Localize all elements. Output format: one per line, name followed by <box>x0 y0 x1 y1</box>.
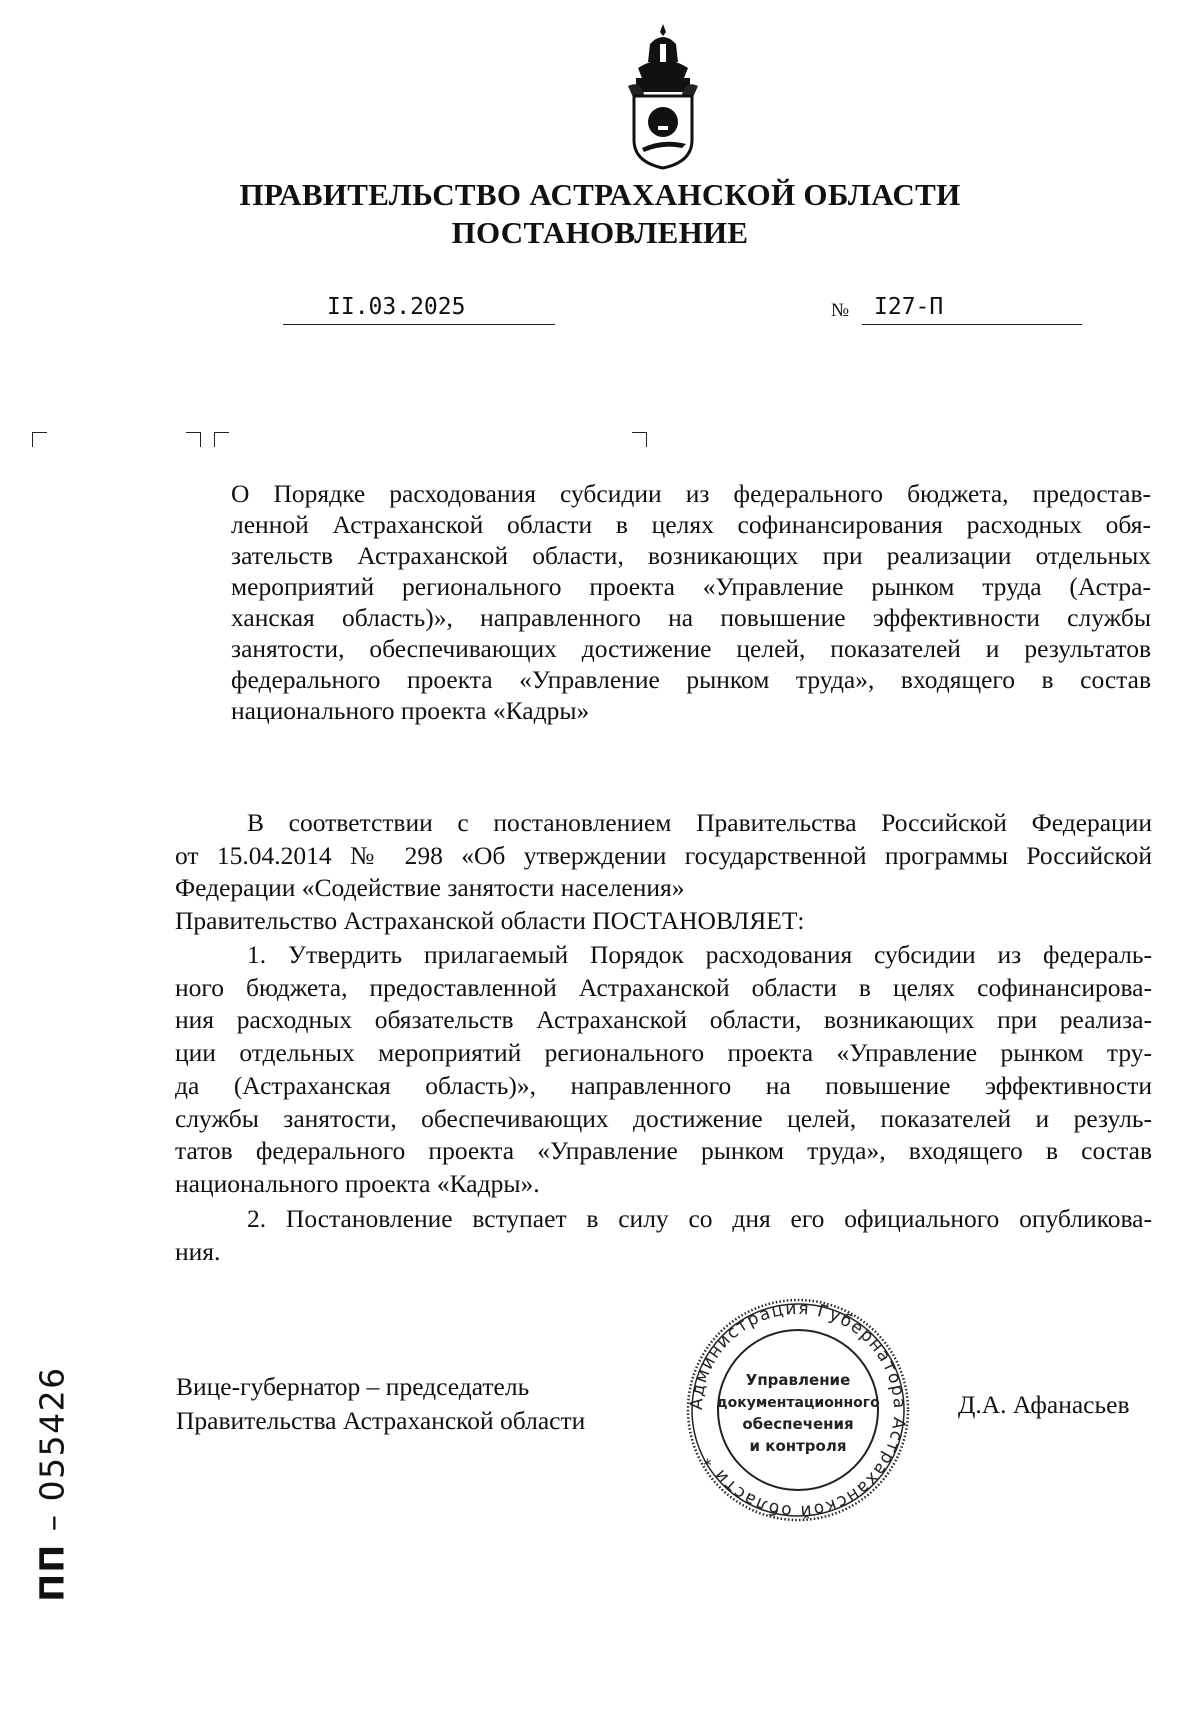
organization-title: ПРАВИТЕЛЬСТВО АСТРАХАНСКОЙ ОБЛАСТИ <box>239 177 961 212</box>
item-1-line: 1. Утвердить прилагаемый Порядок расходования субсидии из федераль- <box>247 940 1152 969</box>
preamble-line: от 15.04.2014 № 298 «Об утверждении государственной программы Российской <box>175 840 1152 870</box>
coat-of-arms-emblem <box>620 22 706 172</box>
stamp-outer-text: Администрация Губернатора Астраханской области * <box>686 1298 910 1522</box>
item-1-line: службы занятости, обеспечивающих достижение целей, показателей и резуль- <box>175 1103 1152 1133</box>
official-stamp <box>683 1295 913 1525</box>
serial-number: 055426 <box>32 1366 72 1502</box>
stamp-inner-line: Управление <box>745 1371 851 1389</box>
item-1-line: ного бюджета, предоставленной Астраханской области в целях софинансирова- <box>175 972 1152 1002</box>
item-1-line: национального проекта «Кадры». <box>175 1168 540 1198</box>
signatory-position <box>176 1370 585 1438</box>
stamp-inner-line: и контроля <box>749 1437 847 1455</box>
item-2-paragraph <box>175 1203 1152 1268</box>
item-1-line: татов федерального проекта «Управление рынком труда», входящего в состав <box>175 1136 1152 1166</box>
item-1-line: ния расходных обязательств Астраханской области, возникающих при реализа- <box>175 1005 1152 1035</box>
item-1-paragraph <box>175 939 1152 1201</box>
item-2-line: ния. <box>175 1236 221 1266</box>
title-line: федерального проекта «Управление рынком труда», входящего в состав <box>231 665 1151 694</box>
title-line: О Порядке расходования субсидии из федерального бюджета, предостав- <box>231 479 1151 508</box>
title-line: ханская область)», направленного на повышение эффективности службы <box>231 603 1151 632</box>
item-2-line: 2. Постановление вступает в силу со дня его официального опубликова- <box>247 1204 1152 1233</box>
corner-bracket-left-top <box>32 432 47 447</box>
corner-bracket-right-top <box>186 432 201 447</box>
serial-prefix: ПП <box>32 1543 72 1602</box>
item-1-line: ции отдельных мероприятий регионального проекта «Управление рынком тру- <box>175 1038 1152 1068</box>
resolve-line: Правительство Астраханской области ПОСТАНОВЛЯЕТ: <box>175 906 805 935</box>
number-field <box>862 294 1082 325</box>
corner-bracket-left-top <box>214 432 229 447</box>
preamble-line: В соответствии с постановлением Правительства Российской Федерации <box>247 808 1152 837</box>
title-line: занятости, обеспечивающих достижение целей, показателей и результатов <box>231 634 1151 663</box>
item-1-line: да (Астраханская область)», направленного на повышение эффективности <box>175 1070 1152 1100</box>
title-line: зательств Астраханской области, возникающих при реализации отдельных <box>231 541 1151 570</box>
document-title-block <box>231 478 1151 726</box>
title-line: мероприятий регионального проекта «Управление рынком труда (Астра- <box>231 572 1151 601</box>
document-type-title: ПОСТАНОВЛЕНИЕ <box>451 215 749 250</box>
stamp-inner-line: обеспечения <box>742 1415 854 1433</box>
preamble-paragraph <box>175 807 1152 905</box>
form-serial-number <box>30 1366 74 1602</box>
signatory-name: Д.А. Афанасьев <box>958 1390 1130 1419</box>
corner-bracket-right-top <box>632 432 647 447</box>
signatory-position-line: Правительства Астраханской области <box>176 1406 586 1435</box>
document-date: II.03.2025 <box>327 294 466 320</box>
serial-dash: – <box>32 1501 72 1544</box>
date-field <box>283 294 555 325</box>
number-sign: № <box>831 300 850 321</box>
resolve-paragraph <box>175 905 1152 938</box>
preamble-line: Федерации «Содействие занятости населения» <box>175 873 685 903</box>
title-line: ленной Астраханской области в целях софинансирования расходных обя- <box>231 510 1151 539</box>
title-line: национального проекта «Кадры» <box>231 696 590 725</box>
stamp-inner-line: документационного <box>716 1395 880 1411</box>
document-number: I27-П <box>874 294 944 320</box>
signatory-position-line: Вице-губернатор – председатель <box>176 1372 530 1401</box>
